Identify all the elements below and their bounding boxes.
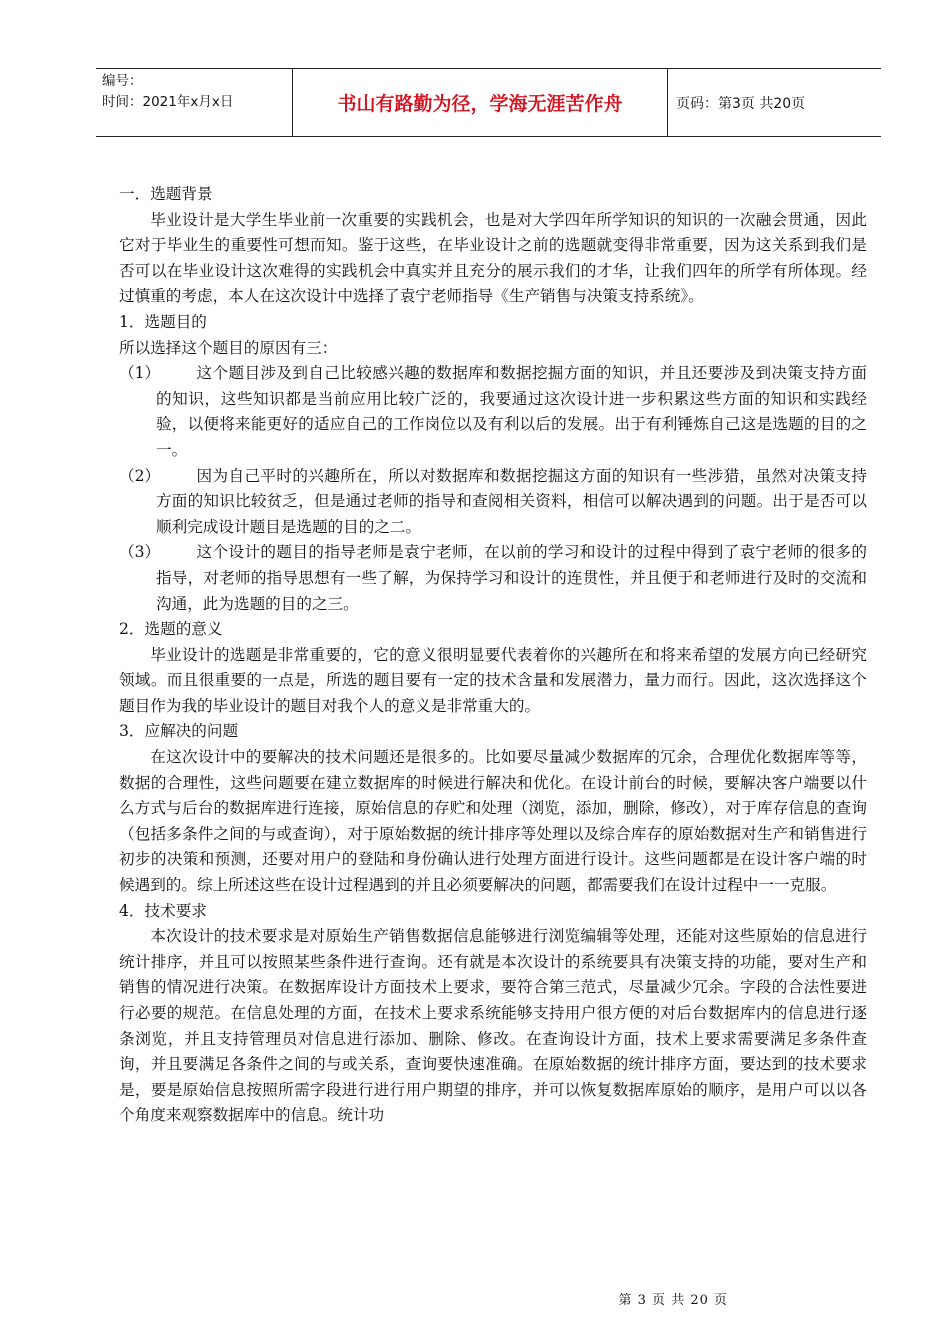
section-heading: 2．选题的意义 <box>119 620 223 639</box>
paragraph: 毕业设计的选题是非常重要的，它的意义很明显要代表着你的兴趣所在和将来希望的发展方向已经研究领域。而且很重要的一点是，所选的题目要有一定的技术含量和发展潜力，量力而行。因此，这次选择这个题目作为我的毕业设计的题目对我个人的意义是非常重大的。 <box>119 645 867 715</box>
section-heading: 3．应解决的问题 <box>119 722 239 741</box>
item-number: （3） <box>119 543 161 562</box>
section-heading: 4．技术要求 <box>119 901 207 920</box>
header-motto: 书山有路勤为径，学海无涯苦作舟 <box>293 69 668 136</box>
numbered-item <box>119 540 867 617</box>
document-header <box>96 68 881 137</box>
document-body <box>119 182 867 1129</box>
paragraph: 本次设计的技术要求是对原始生产销售数据信息能够进行浏览编辑等处理，还能对这些原始的信息进行统计排序，并且可以按照某些条件进行查询。还有就是本次设计的系统要具有决策支持的功能，要对生产和销售的情况进行决策。在数据库设计方面技术上要求，要符合第三范式，尽量减少冗余。字段的合法性要进行必要的规范。在信息处理的方面，在技术上要求系统能够支持用户很方便的对后台数据库内的信息进行逐条浏览，并且支持管理员对信息进行添加、删除、修改。在查询设计方面，技术上要求需要满足多条件查询，并且要满足各条件之间的与或关系，查询要快速准确。在原始数据的统计排序方面，要达到的技术要求是，要是原始信息按照所需字段进行进行用户期望的排序，并可以恢复数据库原始的顺序，是用户可以以各个角度来观察数据库中的信息。统计功 <box>119 927 867 1125</box>
header-page-code: 页码：第3页 共20页 <box>676 95 806 112</box>
item-number: （2） <box>119 466 161 485</box>
numbered-item <box>119 464 867 541</box>
header-time-label: 时间：2021年x月x日 <box>102 94 234 110</box>
section-heading: 一．选题背景 <box>119 185 213 203</box>
header-number-label: 编号： <box>102 73 143 89</box>
paragraph: 毕业设计是大学生毕业前一次重要的实践机会，也是对大学四年所学知识的知识的一次融会贯通，因此它对于毕业生的重要性可想而知。鉴于这些，在毕业设计之前的选题就变得非常重要，因为这关系到我们是否可以在毕业设计这次难得的实践机会中真实并且充分的展示我们的才华，让我们四年的所学有所体现。经过慎重的考虑，本人在这次设计中选择了袁宁老师指导《生产销售与决策支持系统》。 <box>119 210 867 306</box>
numbered-item <box>119 361 867 463</box>
item-text: 这个题目涉及到自己比较感兴趣的数据库和数据挖掘方面的知识，并且还要涉及到决策支持方面的知识，这些知识都是当前应用比较广泛的，我要通过这次设计进一步积累这些方面的知识和实践经验，以便将来能更好的适应自己的工作岗位以及有利以后的发展。出于有利锤炼自己这是选题的目的之一。 <box>156 364 867 459</box>
item-text: 因为自己平时的兴趣所在，所以对数据库和数据挖掘这方面的知识有一些涉猎，虽然对决策支持方面的知识比较贫乏，但是通过老师的指导和查阅相关资料，相信可以解决遇到的问题。出于是否可以顺利完成设计题目是选题的目的之二。 <box>156 466 867 536</box>
paragraph: 所以选择这个题目的原因有三： <box>119 338 338 357</box>
paragraph: 在这次设计中的要解决的技术问题还是很多的。比如要尽量减少数据库的冗余，合理优化数据库等等，数据的合理性，这些问题要在建立数据库的时候进行解决和优化。在设计前台的时候，要解决客户端要以什么方式与后台的数据库进行连接，原始信息的存贮和处理（浏览，添加，删除，修改），对于库存信息的查询（包括多条件之间的与或查询），对于原始数据的统计排序等处理以及综合库存的原始数据对生产和销售进行初步的决策和预测，还要对用户的登陆和身份确认进行处理方面进行设计。这些问题都是在设计客户端的时候遇到的。综上所述这些在设计过程遇到的并且必须要解决的问题，都需要我们在设计过程中一一克服。 <box>119 748 867 895</box>
section-heading: 1．选题目的 <box>119 312 207 331</box>
item-number: （1） <box>119 364 161 383</box>
item-text: 这个设计的题目的指导老师是袁宁老师，在以前的学习和设计的过程中得到了袁宁老师的很多的指导，对老师的指导思想有一些了解，为保持学习和设计的连贯性，并且便于和老师进行及时的交流和沟通，此为选题的目的之三。 <box>156 543 867 613</box>
page-footer: 第 3 页 共 20 页 <box>618 1293 728 1308</box>
header-meta-cell <box>96 69 293 136</box>
